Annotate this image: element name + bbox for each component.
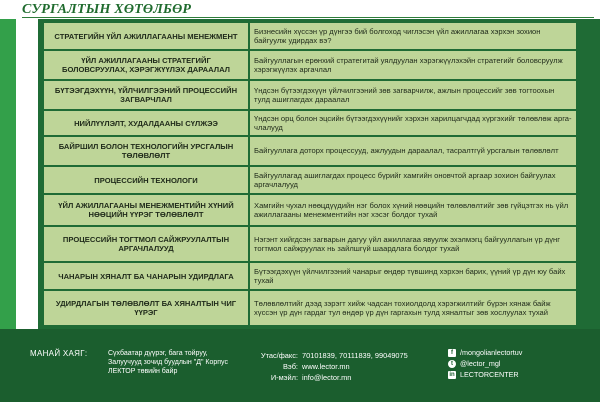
subject-cell: НИЙЛҮҮЛЭЛТ, ХУДАЛДААНЫ СҮЛЖЭЭ [44, 111, 250, 135]
schedule-row [44, 81, 576, 109]
description-cell: Байгууллагад ашиглагдах процесс бүрийг хамгийн оновчтой аргаар зохион байгуулах аргачлалууд [250, 167, 576, 193]
facebook-handle: /mongolianlectortuv [460, 348, 523, 357]
description-cell: Нэгэнт хийгдсэн загварын дагуу үйл ажиллагаа явуулж эхэлмэгц байгууллагын үр дүнг тогтмол сайжруулах нь зайлшгүй шаардлага болдог тухай [250, 227, 576, 261]
description-cell: Төлөвлөлтийг дээд зэрэгт хийж чадсан тохиолдолд хэрэгжилтийг бүрэн хянаж байж хүссэн үр дүн гардаг тул өндөр үр дүн гаргахын тулд хяналтыг зөв хослуулах тухай [250, 291, 576, 325]
footer [0, 329, 600, 402]
schedule-row [44, 291, 576, 325]
twitter-handle: @lector_mgl [460, 359, 501, 368]
title-rule [22, 17, 594, 18]
subject-cell: БАЙРШИЛ БОЛОН ТЕХНОЛОГИЙН УРСГАЛЫН ТӨЛӨВЛӨЛТ [44, 137, 250, 165]
phone-label: Утас/факс: [260, 351, 298, 360]
contact-values [302, 350, 408, 383]
schedule-row [44, 227, 576, 261]
web-link[interactable]: www.lector.mn [302, 362, 350, 371]
linkedin-handle: LECTORCENTER [460, 370, 519, 379]
schedule-row [44, 111, 576, 135]
subject-cell: ПРОЦЕССИЙН ТОГТМОЛ САЙЖРУУЛАЛТЫН АРГАЧЛАЛУУД [44, 227, 250, 261]
description-cell: Бүтээгдэхүүн үйлчилгээний чанарыг өндөр түвшинд хэрхэн барих, үүний үр дүн юу байх тухай [250, 263, 576, 289]
social-twitter[interactable] [448, 358, 522, 369]
address-text: Сүхбаатар дүүрэг, багa тойруу, Залуучууд зочид буудлын "Д" Корпус ЛЕКТОР төвийн байр [108, 350, 228, 375]
email-label: И-мэйл: [270, 373, 298, 382]
description-cell: Хамгийн чухал нөөцдүүдийн нэг болох хүний нөөцийн төлөвлөлтийг зөв гүйцэтгэх нь үйл ажиллагааны менежментийн нэг хэсэг болдог тухай [250, 195, 576, 225]
subject-cell: СТРАТЕГИЙН ҮЙЛ АЖИЛЛАГААНЫ МЕНЕЖМЕНТ [44, 23, 250, 49]
subject-cell: ЧАНАРЫН ХЯНАЛТ БА ЧАНАРЫН УДИРДЛАГА [44, 263, 250, 289]
linkedin-icon: in [449, 371, 455, 378]
schedule-row [44, 167, 576, 193]
schedule-row [44, 51, 576, 79]
subject-cell: УДИРДЛАГЫН ТӨЛӨВЛӨЛТ БА ХЯНАЛТЫН ЧИГ ҮҮРЭГ [44, 291, 250, 325]
schedule-row [44, 263, 576, 289]
day-one-band [0, 19, 16, 165]
subject-cell: ПРОЦЕССИЙН ТЕХНОЛОГИ [44, 167, 250, 193]
contact-labels [238, 350, 298, 383]
description-cell: Үндсэн орц болон эцсийн бүтээгдэхүүнийг хэрхэн харилцагчдад хүргэхийг төлөвлөж аргачлалууд [250, 111, 576, 135]
subject-cell: ҮЙЛ АЖИЛЛАГААНЫ СТРАТЕГИЙГ БОЛОВСРУУЛАХ, ХЭРЭГЖҮҮЛЭХ ДАРААЛАЛ [44, 51, 250, 79]
address-label: МАНАЙ ХАЯГ: [30, 349, 88, 358]
page-title: СУРГАЛТЫН ХӨТӨЛБӨР [22, 2, 192, 17]
phone-value: 70101839, 70111839, 99049075 [302, 351, 408, 360]
email-link[interactable]: info@lector.mn [302, 373, 352, 382]
twitter-icon: t [448, 360, 456, 368]
social-facebook[interactable] [448, 347, 522, 358]
description-cell: Бизнесийн хүссэн үр дүнгээ бий болгоход чиглэсэн үйл ажиллагаа хэрхэн зохион байгуулж удирдах вэ? [250, 23, 576, 49]
description-cell: Үндсэн бүтээгдэхүүн үйлчилгээний зөв загварчилж, ажлын процессийг зөв тогтоохын тулд ашиглагдах дараалал [250, 81, 576, 109]
social-linkedin[interactable] [448, 369, 522, 380]
web-label: Вэб: [283, 362, 298, 371]
description-cell: Байгууллага доторх процессууд, ажлуудын дараалал, тасралтгүй урсгалын төлөвлөлт [250, 137, 576, 165]
subject-cell: ҮЙЛ АЖИЛЛАГААНЫ МЕНЕЖМЕНТИЙН ХҮНИЙ НӨӨЦИЙН ҮҮРЭГ ТӨЛӨВЛӨЛТ [44, 195, 250, 225]
schedule-row [44, 137, 576, 165]
description-cell: Байгууллагын ерөнхий стратегитай уялдуулан хэрэгжүүлэхэйн стратегийг боловсруулж хэрэгжүүлэх аргачлал [250, 51, 576, 79]
day-two-band [0, 165, 16, 329]
schedule-row [44, 23, 576, 49]
schedule-table [44, 21, 576, 327]
facebook-icon: f [448, 349, 456, 357]
schedule-row [44, 195, 576, 225]
social-links [448, 347, 522, 380]
subject-cell: БҮТЭЭГДЭХҮҮН, ҮЙЛЧИЛГЭЭНИЙ ПРОЦЕССИЙН ЗАГВАРЧЛАЛ [44, 81, 250, 109]
